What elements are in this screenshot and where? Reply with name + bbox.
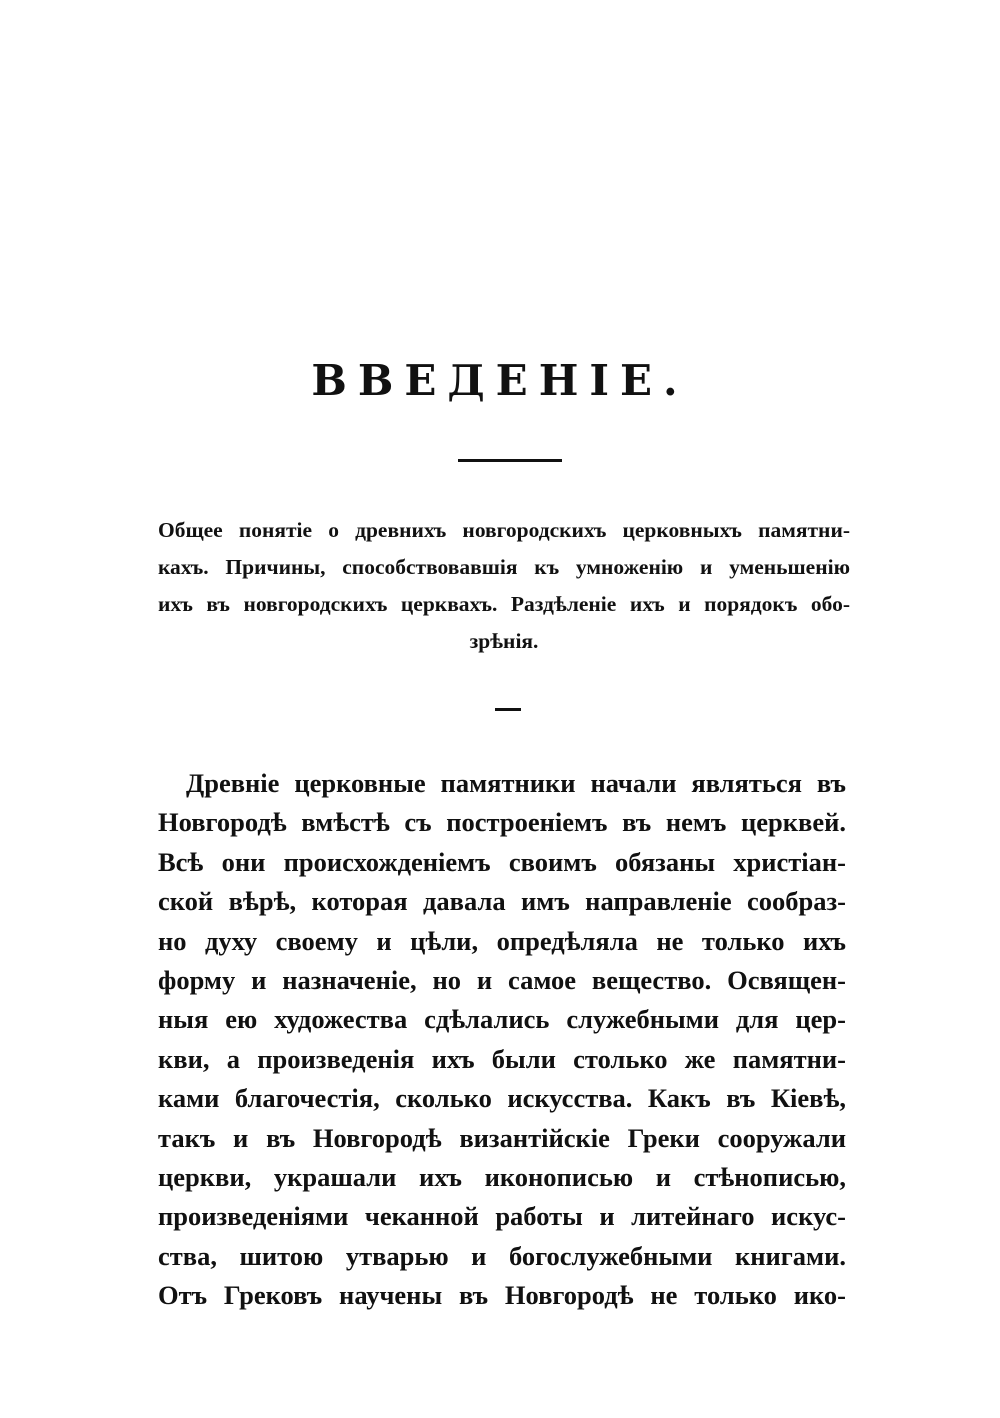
chapter-summary xyxy=(158,512,850,660)
summary-line: зрѣнія. xyxy=(469,629,539,653)
body-line: такъ и въ Новгородѣ византійскіе Греки сооружали xyxy=(158,1122,846,1153)
body-line: ства, шитою утварью и богослужебными книгами. xyxy=(158,1240,846,1271)
summary-line: Общее понятіе о древнихъ новгородскихъ церковныхъ памятни- xyxy=(158,518,850,542)
body-line: произведеніями чеканной работы и литейнаго искус- xyxy=(158,1201,846,1232)
body-line: Всѣ они происхожденіемъ своимъ обязаны христіан- xyxy=(158,846,846,877)
summary-divider xyxy=(495,708,521,711)
body-text xyxy=(158,764,846,1315)
body-line: Отъ Грековъ научены въ Новгородѣ не только ико- xyxy=(158,1280,846,1311)
summary-line: ихъ въ новгородскихъ церквахъ. Раздѣленіе ихъ и порядокъ обо- xyxy=(158,592,850,616)
body-line: ками благочестія, сколько искусства. Какъ въ Кіевѣ, xyxy=(158,1083,846,1114)
body-line: Новгородѣ вмѣстѣ съ построеніемъ въ немъ церквей. xyxy=(158,807,846,838)
body-line: кви, а произведенія ихъ были столько же памятни- xyxy=(158,1043,846,1074)
body-line: но духу своему и цѣли, опредѣляла не только ихъ xyxy=(158,925,846,956)
page-title: ВВЕДЕНІЕ. xyxy=(311,356,689,405)
body-line: церкви, украшали ихъ иконописью и стѣнописью, xyxy=(158,1161,846,1192)
body-line: Древніе церковные памятники начали являться въ xyxy=(186,768,846,798)
body-line: ныя ею художества сдѣлались служебными для цер- xyxy=(158,1004,846,1035)
title-divider xyxy=(458,459,562,462)
body-line: форму и назначеніе, но и самое вещество. Освящен- xyxy=(158,964,846,995)
body-line: ской вѣрѣ, которая давала имъ направленіе сообраз- xyxy=(158,886,846,917)
summary-line: кахъ. Причины, способствовавшія къ умноженію и уменьшенію xyxy=(158,555,850,579)
